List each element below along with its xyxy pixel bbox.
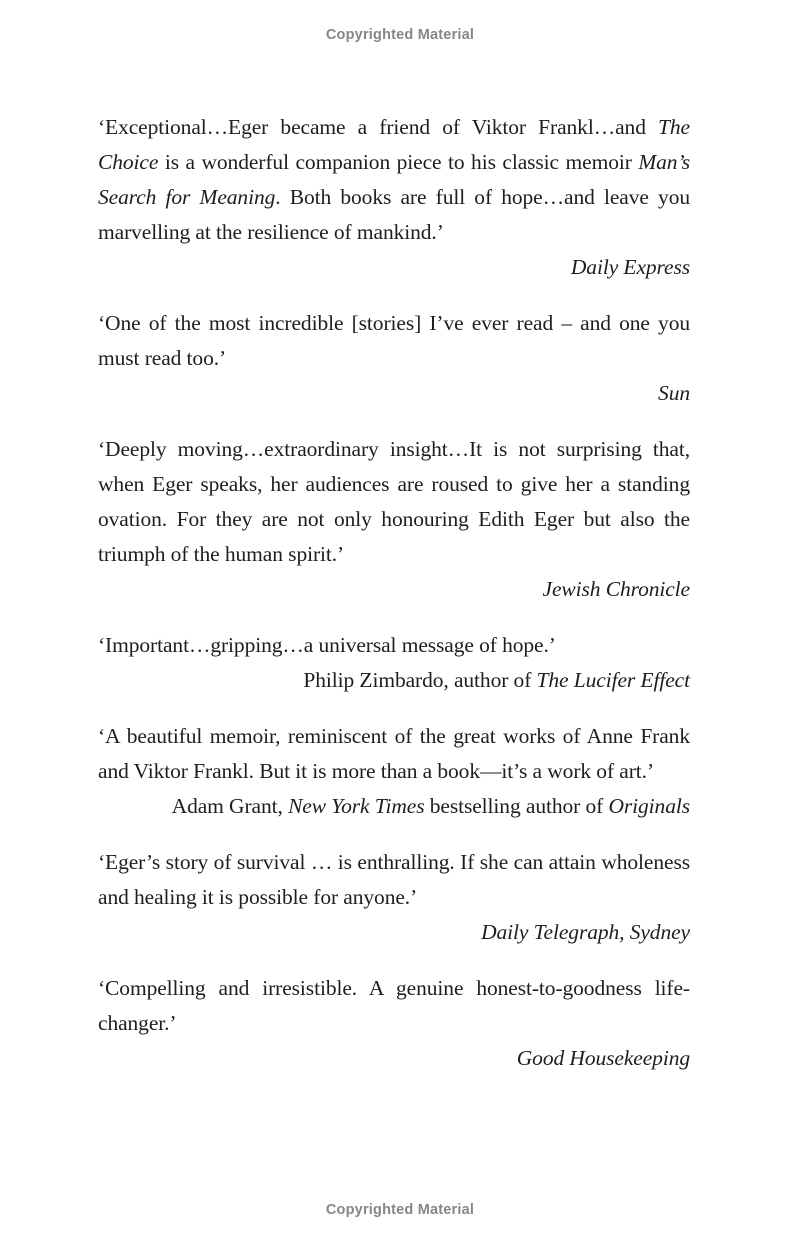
text-run: bestselling author of	[424, 794, 609, 818]
publication-name: Daily Telegraph, Sydney	[481, 920, 690, 944]
text-run: ‘Exceptional…Eger became a friend of Viktor Frankl…and	[98, 115, 659, 139]
reviewer-name: Philip Zimbardo, author of	[303, 668, 537, 692]
text-run: ‘Deeply moving…extraordinary insight…It is not surprising that, when Eger speaks, her audiences are roused to give her a standing ovation. For they are not only honouring Edith Eger but also the triumph of the human spirit.’	[98, 437, 690, 566]
quote-text	[98, 719, 690, 789]
quote-text	[98, 306, 690, 376]
book-title: The Choice	[98, 115, 690, 174]
publication-name: Daily Express	[570, 255, 690, 279]
publication-name: Jewish Chronicle	[542, 577, 690, 601]
copyright-watermark-bottom: Copyrighted Material	[325, 1202, 475, 1218]
quote-text	[98, 110, 690, 250]
quote-text	[98, 628, 690, 663]
quote-block	[98, 306, 690, 411]
quote-attribution	[98, 915, 690, 950]
quote-attribution	[98, 572, 690, 607]
book-title: Originals	[608, 794, 690, 818]
quote-block	[98, 971, 690, 1076]
text-run: ‘A beautiful memoir, reminiscent of the great works of Anne Frank and Viktor Frankl. But it is more than a book—it’s a work of art.’	[98, 724, 690, 783]
copyright-watermark-top: Copyrighted Material	[325, 27, 475, 43]
quote-attribution	[98, 250, 690, 285]
quote-attribution	[98, 789, 690, 824]
quote-text	[98, 432, 690, 572]
quote-text	[98, 845, 690, 915]
quote-attribution	[98, 1041, 690, 1076]
text-run: ‘Compelling and irresistible. A genuine honest-to-goodness life-changer.’	[98, 976, 690, 1035]
quote-attribution	[98, 376, 690, 411]
quote-text	[98, 971, 690, 1041]
quote-block	[98, 845, 690, 950]
publication-name: Sun	[658, 381, 690, 405]
quote-block	[98, 432, 690, 607]
text-run: ‘Important…gripping…a universal message of hope.’	[98, 633, 556, 657]
quote-block	[98, 110, 690, 285]
text-run: . Both books are full of hope…and leave you marvelling at the resilience of mankind.’	[98, 185, 690, 244]
text-run: ‘One of the most incredible [stories] I’ve ever read – and one you must read too.’	[98, 311, 690, 370]
quote-block	[98, 719, 690, 824]
praise-quotes-section	[98, 110, 690, 1097]
book-title: Man’s Search for Meaning	[98, 150, 690, 209]
book-title: The Lucifer Effect	[536, 668, 690, 692]
text-run: is a wonderful companion piece to his classic memoir	[158, 150, 639, 174]
quote-attribution	[98, 663, 690, 698]
reviewer-name: Adam Grant,	[171, 794, 289, 818]
quote-block	[98, 628, 690, 698]
publication-name: New York Times	[288, 794, 425, 818]
publication-name: Good Housekeeping	[516, 1046, 690, 1070]
text-run: ‘Eger’s story of survival … is enthralling. If she can attain wholeness and healing it is possible for anyone.’	[98, 850, 690, 909]
